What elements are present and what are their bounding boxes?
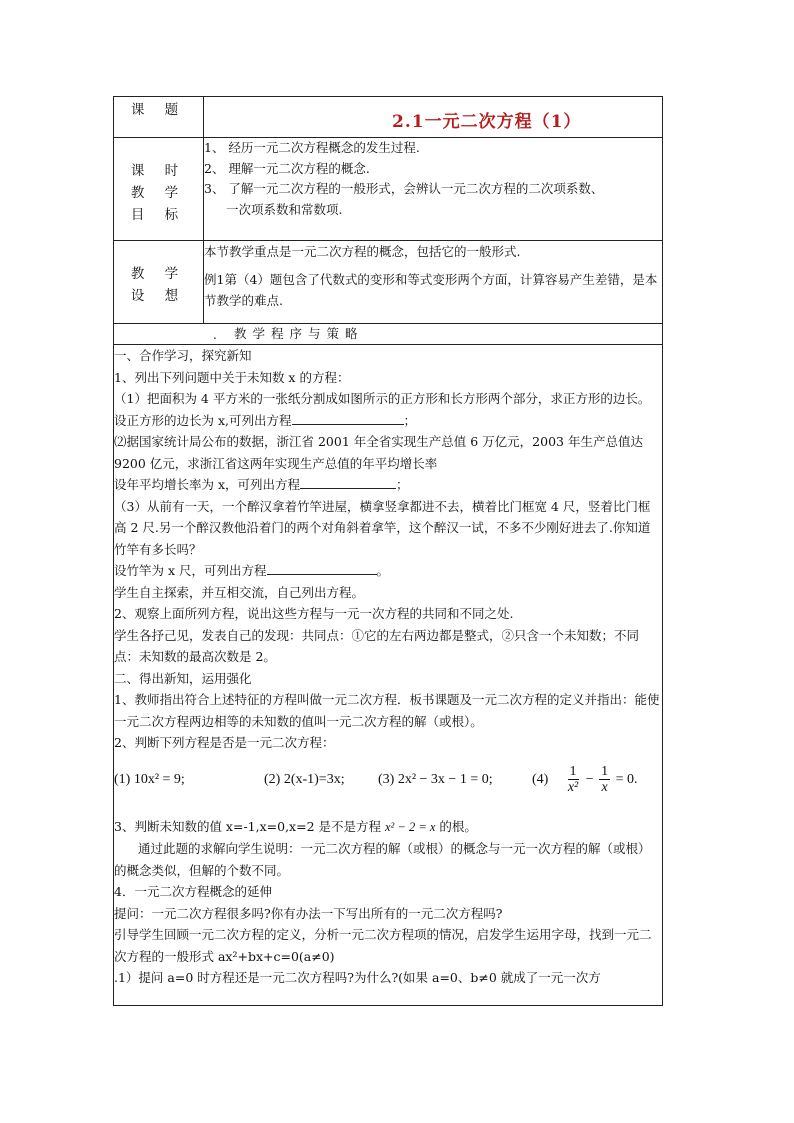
content-text: ；	[396, 477, 409, 492]
content-text: ；	[403, 412, 417, 428]
content-line	[114, 560, 662, 582]
design-label-line: 教 学	[130, 266, 187, 282]
section-header-text: 教学程序与策略	[234, 326, 364, 341]
content-text: 设正方形的边长为 x,可列出方程	[114, 412, 292, 428]
design-label	[114, 241, 203, 307]
content-line: 1、教师指出符合上述特征的方程叫做一元二次方程．板书课题及一元二次方程的定义并指出：能使一元二次方程两边相等的未知数的值叫一元二次方程的解（或根）。	[114, 692, 660, 729]
goals-label-line: 课 时	[130, 163, 187, 179]
content-text: 设年平均增长率为 x，可列出方程	[114, 477, 301, 492]
content-line: 2、观察上面所列方程，说出这些方程与一元一次方程的共同和不同之处.	[114, 606, 514, 621]
section-header	[114, 324, 663, 345]
design-text: 本节教学重点是一元二次方程的概念，包括它的一般形式.	[204, 244, 521, 259]
fraction-numerator: 1	[569, 763, 577, 779]
goal-item: 3、 了解一元二次方程的一般形式，会辨认一元二次方程的二次项系数、	[204, 181, 604, 196]
answer-blank	[292, 412, 404, 425]
answer-blank	[267, 562, 377, 575]
content-line	[114, 410, 662, 432]
content-line: 引导学生回顾一元二次方程的定义，分析一元二次方程项的情况，启发学生运用字母，找到一元二次方程的一般形式 ax²+bx+c=0(a≠0)	[114, 927, 652, 964]
equation-2: (2) 2(x-1)=3x;	[264, 771, 345, 787]
fraction-denominator: x²	[567, 779, 579, 795]
goal-item: 2、 理解一元二次方程的概念.	[204, 160, 370, 176]
content-line: 学生自主探索，并互相交流，自己列出方程。	[114, 584, 365, 600]
content-line: 二、得出新知，运用强化	[114, 670, 252, 686]
equation-4	[532, 764, 638, 796]
design-cell	[204, 241, 663, 324]
goals-cell	[204, 138, 663, 241]
goals-label-line: 教 学	[130, 185, 187, 201]
topic-label: 课 题	[130, 102, 187, 118]
lesson-plan-page	[113, 96, 663, 1006]
goals-label	[114, 138, 203, 226]
goal-item: 一次项系数和常数项.	[226, 201, 343, 217]
goal-item: 1、 经历一元二次方程概念的发生过程.	[204, 140, 420, 155]
content-text: 3、判断未知数的值 x=-1,x=0,x=2 是不是方程	[114, 818, 385, 834]
content-line: 通过此题的求解向学生说明：一元二次方程的解（或根）的概念与一元一次方程的解（或根）的概念类似，但解的个数不同。	[114, 841, 651, 878]
content-line	[114, 474, 662, 496]
content-text: 。	[376, 563, 390, 578]
content-line: 4．一元二次方程概念的延伸	[114, 884, 272, 899]
goals-label-line: 目 标	[130, 207, 187, 223]
equation-1: (1) 10x² = 9;	[114, 771, 185, 787]
content-line: （1）把面积为 4 平方米的一张纸分割成如图所示的正方形和长方形两个部分，求正方形的边长。	[114, 391, 651, 406]
content-line: 学生各抒己见，发表自己的发现：共同点：①它的左右两边都是整式，②只含一个未知数；不同点：未知数的最高次数是 2。	[114, 627, 640, 664]
minus-sign: −	[585, 771, 594, 787]
goals-label-cell	[114, 138, 204, 241]
content-line: 提问：一元二次方程很多吗?你有办法一下写出所有的一元二次方程吗?	[114, 905, 503, 921]
lesson-title: 2.1一元二次方程（1）	[392, 112, 582, 132]
answer-blank	[300, 476, 396, 489]
content-text: 的根。	[435, 818, 477, 834]
fraction	[566, 764, 580, 796]
content-line: 2、判断下列方程是否是一元二次方程：	[114, 735, 335, 750]
design-label-cell	[114, 241, 204, 324]
fraction	[599, 764, 610, 796]
fraction-denominator: x	[601, 779, 608, 795]
teaching-content-cell	[114, 345, 663, 1006]
lesson-plan-table	[113, 96, 663, 1006]
content-text: 设竹竿为 x 尺，可列出方程	[114, 563, 267, 578]
content-line: 1、列出下列问题中关于未知数 x 的方程：	[114, 369, 350, 385]
equation-4-label: (4)	[532, 771, 549, 787]
topic-label-cell	[114, 97, 204, 138]
equations-row	[114, 758, 662, 802]
title-cell	[204, 97, 663, 138]
inline-equation: x² − 2 = x	[384, 819, 436, 834]
design-text: 例1第（4）题包含了代数式的变形和等式变形两个方面，计算容易产生差错，是本节教学的难点.	[204, 272, 658, 308]
content-line	[114, 816, 662, 839]
content-line: （3）从前有一天，一个醉汉拿着竹竿进屋，横拿竖拿都进不去，横着比门框宽 4 尺，竖着比门框高 2 尺.另一个醉汉教他沿着门的两个对角斜着拿竿，这个醉汉一试，不多不少刚好进去了.你知道竹竿有多长吗？	[114, 498, 651, 557]
equation-3: (3) 2x² − 3x − 1 = 0;	[378, 771, 493, 787]
content-line: 一、合作学习，探究新知	[114, 348, 252, 363]
content-line: ⑵据国家统计局公布的数据，浙江省 2001 年全省实现生产总值 6 万亿元，2003 年生产总值达 9200 亿元，求浙江省这两年实现生产总值的年平均增长率	[114, 434, 643, 471]
fraction-numerator: 1	[601, 763, 609, 779]
design-label-line: 设 想	[130, 288, 187, 304]
content-line: .1）提问 a=0 时方程还是一元二次方程吗?为什么?(如果 a=0、b≠0 就成了一元一次方	[114, 970, 601, 985]
section-dot: .	[213, 328, 217, 342]
equation-4-rhs: = 0.	[615, 771, 638, 787]
